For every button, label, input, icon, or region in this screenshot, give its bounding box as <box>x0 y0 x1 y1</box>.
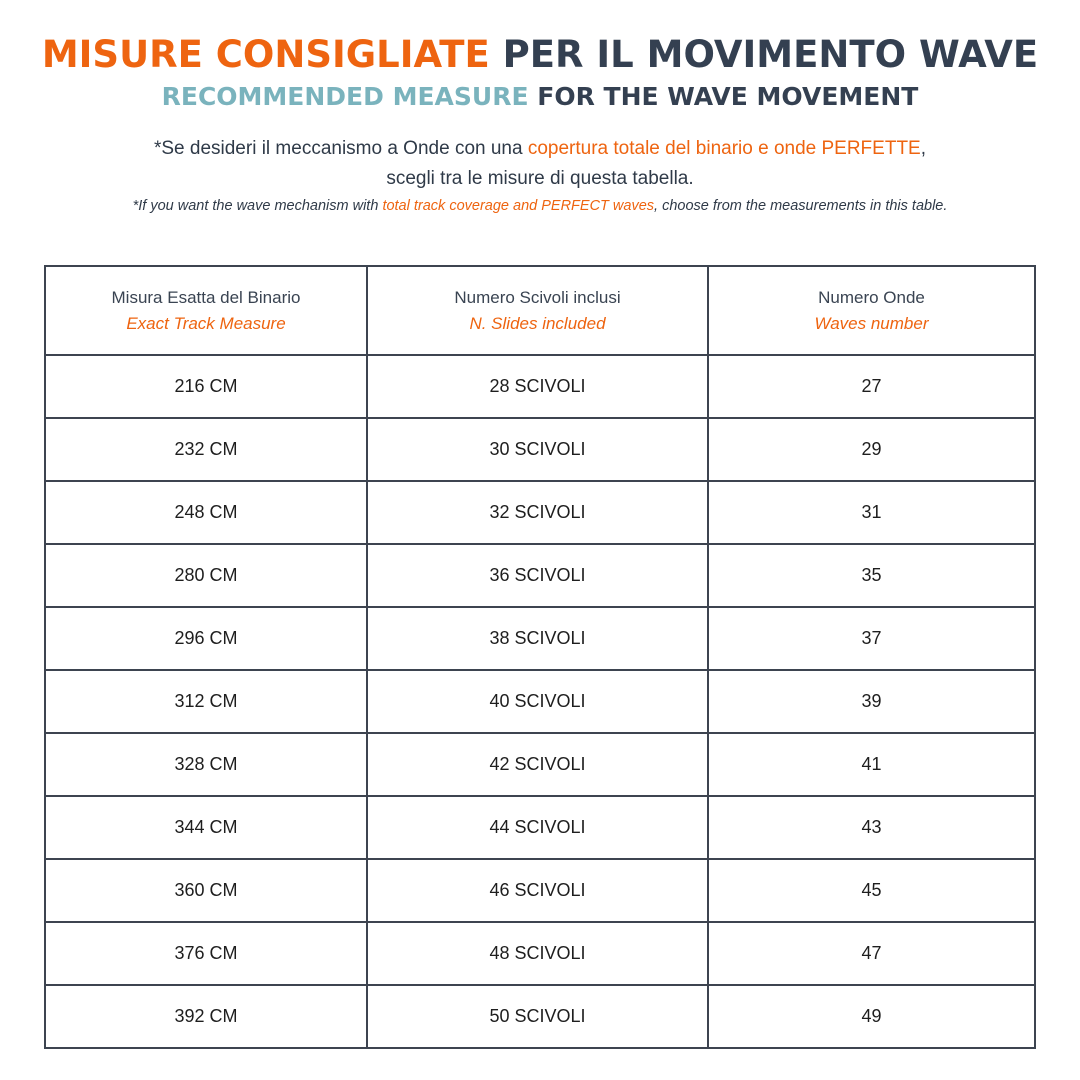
cell-slides: 50 SCIVOLI <box>367 985 708 1048</box>
cell-slides: 28 SCIVOLI <box>367 355 708 418</box>
cell-waves: 45 <box>708 859 1035 922</box>
table-row <box>45 733 1035 796</box>
page-title <box>0 30 1080 80</box>
cell-slides: 32 SCIVOLI <box>367 481 708 544</box>
header-label-en: Waves number <box>814 313 929 333</box>
header-slides-included <box>367 266 708 355</box>
cell-track-measure: 312 CM <box>45 670 367 733</box>
table-row <box>45 670 1035 733</box>
cell-waves: 37 <box>708 607 1035 670</box>
note-english <box>0 194 1080 218</box>
page-subtitle <box>0 79 1080 115</box>
header-waves-number <box>708 266 1035 355</box>
note-english-before: *If you want the wave mechanism with <box>132 198 383 214</box>
cell-slides: 42 SCIVOLI <box>367 733 708 796</box>
cell-waves: 35 <box>708 544 1035 607</box>
note-italian-before: *Se desideri il meccanismo a Onde con una <box>153 138 528 159</box>
header-track-measure <box>45 266 367 355</box>
header-label-it: Numero Onde <box>818 287 925 307</box>
cell-track-measure: 344 CM <box>45 796 367 859</box>
subtitle-highlight: RECOMMENDED MEASURE <box>161 82 529 111</box>
cell-slides: 40 SCIVOLI <box>367 670 708 733</box>
header-label-it: Numero Scivoli inclusi <box>454 287 621 307</box>
header-label-en: Exact Track Measure <box>126 313 286 333</box>
cell-track-measure: 216 CM <box>45 355 367 418</box>
cell-track-measure: 328 CM <box>45 733 367 796</box>
cell-waves: 39 <box>708 670 1035 733</box>
cell-track-measure: 360 CM <box>45 859 367 922</box>
cell-waves: 41 <box>708 733 1035 796</box>
header-label-it: Misura Esatta del Binario <box>111 287 301 307</box>
table-row <box>45 859 1035 922</box>
cell-slides: 38 SCIVOLI <box>367 607 708 670</box>
table-row <box>45 922 1035 985</box>
table-row <box>45 607 1035 670</box>
header-label-en: N. Slides included <box>469 313 606 333</box>
note-italian <box>0 134 1080 194</box>
cell-track-measure: 248 CM <box>45 481 367 544</box>
cell-waves: 27 <box>708 355 1035 418</box>
note-italian-highlight: copertura totale del binario e onde PERFETTE <box>527 138 921 159</box>
table-row <box>45 796 1035 859</box>
measures-table <box>44 265 1036 1049</box>
cell-waves: 29 <box>708 418 1035 481</box>
cell-slides: 30 SCIVOLI <box>367 418 708 481</box>
title-highlight: MISURE CONSIGLIATE <box>41 33 490 76</box>
note-italian-after: , <box>920 138 927 159</box>
cell-slides: 48 SCIVOLI <box>367 922 708 985</box>
cell-waves: 49 <box>708 985 1035 1048</box>
cell-slides: 44 SCIVOLI <box>367 796 708 859</box>
cell-track-measure: 232 CM <box>45 418 367 481</box>
cell-track-measure: 392 CM <box>45 985 367 1048</box>
table-row <box>45 481 1035 544</box>
note-english-after: , choose from the measurements in this table. <box>654 198 948 214</box>
cell-slides: 36 SCIVOLI <box>367 544 708 607</box>
cell-track-measure: 296 CM <box>45 607 367 670</box>
cell-waves: 43 <box>708 796 1035 859</box>
table-header-row <box>45 266 1035 355</box>
title-rest: PER IL MOVIMENTO WAVE <box>502 33 1039 76</box>
note-italian-line2: scegli tra le misure di questa tabella. <box>386 168 694 189</box>
cell-track-measure: 376 CM <box>45 922 367 985</box>
cell-slides: 46 SCIVOLI <box>367 859 708 922</box>
cell-track-measure: 280 CM <box>45 544 367 607</box>
cell-waves: 47 <box>708 922 1035 985</box>
note-italian-line1 <box>0 134 1080 164</box>
table-row <box>45 544 1035 607</box>
table-row <box>45 418 1035 481</box>
subtitle-rest: FOR THE WAVE MOVEMENT <box>537 82 919 111</box>
table-row <box>45 355 1035 418</box>
note-english-highlight: total track coverage and PERFECT waves <box>382 198 655 214</box>
cell-waves: 31 <box>708 481 1035 544</box>
table-row <box>45 985 1035 1048</box>
